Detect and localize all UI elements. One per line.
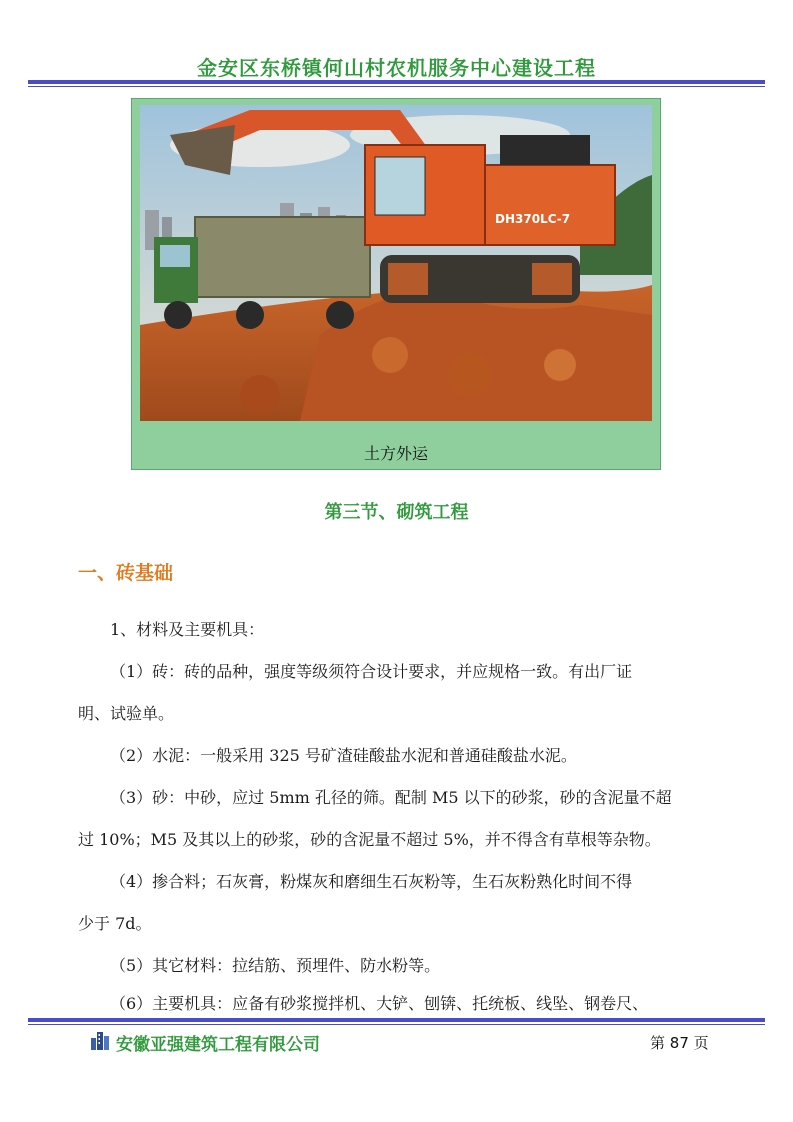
paragraph-line: 1、材料及主要机具： bbox=[110, 620, 265, 639]
building-logo-icon bbox=[90, 1030, 112, 1055]
paragraph-line: 过 10%；M5 及其以上的砂浆，砂的含泥量不超过 5%，并不得含有草根等杂物。 bbox=[78, 830, 661, 849]
footer-rule bbox=[28, 1018, 765, 1025]
company-name: 安徽亚强建筑工程有限公司 bbox=[116, 1035, 320, 1055]
page-number: 第 87 页 bbox=[650, 1034, 709, 1052]
figure-caption: 土方外运 bbox=[363, 444, 428, 463]
excavator-model-label: DH370LC-7 bbox=[495, 212, 571, 226]
earthwork-photo bbox=[140, 105, 652, 421]
paragraph-line: 明、试验单。 bbox=[78, 704, 175, 723]
paragraph-line: （2）水泥：一般采用 325 号矿渣硅酸盐水泥和普通硅酸盐水泥。 bbox=[110, 746, 577, 765]
subsection-heading: 一、砖基础 bbox=[78, 562, 174, 584]
paragraph-line: （1）砖：砖的品种，强度等级须符合设计要求，并应规格一致。有出厂证 bbox=[110, 662, 633, 681]
paragraph-line: （4）掺合料；石灰膏，粉煤灰和磨细生石灰粉等，生石灰粉熟化时间不得 bbox=[110, 872, 633, 891]
figure-box bbox=[131, 98, 661, 470]
header-rule bbox=[28, 80, 765, 87]
paragraph-line: （5）其它材料：拉结筋、预埋件、防水粉等。 bbox=[110, 956, 441, 975]
footer-company bbox=[90, 1030, 320, 1055]
page-header-title: 金安区东桥镇何山村农机服务中心建设工程 bbox=[197, 56, 596, 80]
paragraph-line: （3）砂：中砂，应过 5mm 孔径的筛。配制 M5 以下的砂浆，砂的含泥量不超 bbox=[110, 788, 672, 807]
paragraph-line: 少于 7d。 bbox=[78, 914, 152, 933]
section-heading: 第三节、砌筑工程 bbox=[324, 502, 469, 523]
paragraph-line: （6）主要机具：应备有砂浆搅拌机、大铲、刨锛、托统板、线坠、钢卷尺、 bbox=[110, 994, 649, 1013]
page-number-value: 87 bbox=[669, 1034, 689, 1052]
